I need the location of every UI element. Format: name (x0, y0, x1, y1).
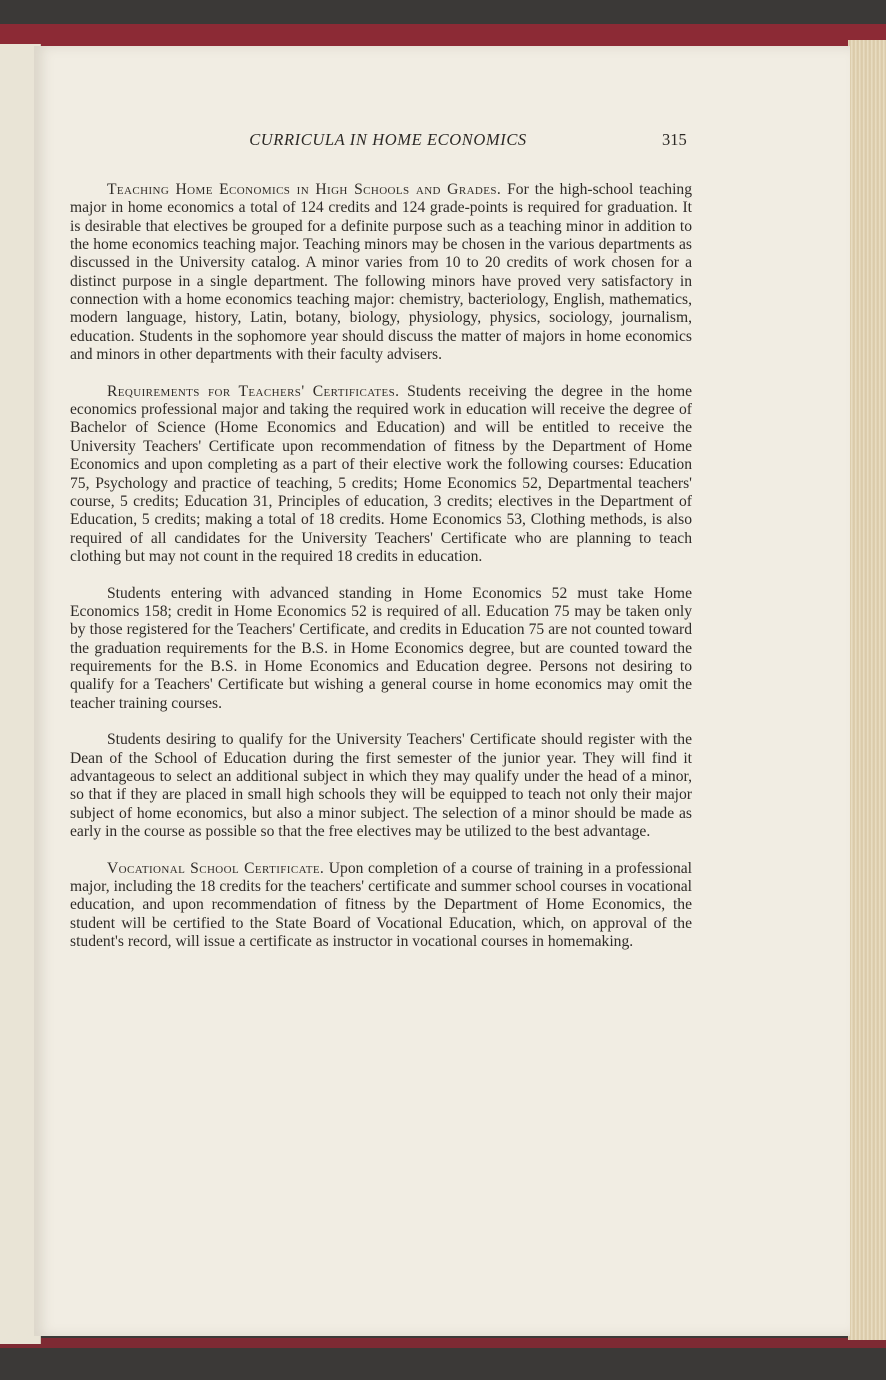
page-stack-edges (848, 40, 886, 1340)
paragraph-text: Upon completion of a course of training in a professional major, including the 18 credits for the teachers' certificate and summer school courses in vocational education, and upon recommendation of fitness by the Department of Home Economics, the student will be certified to the State Board of Vocational Education, which, on approval of the student's record, will issue a certificate as instructor in vocational courses in homemaking. (70, 859, 692, 951)
paragraph-text: Students receiving the degree in the home economics professional major and taking the required work in education will receive the degree of Bachelor of Science (Home Economics and Education) and will be entitled to receive the University Teachers' Certificate upon recommendation of fitness by the Department of Home Economics and upon completing as a part of their elective work the following courses: Education 75, Psychology and practice of teaching, 5 credits; Home Economics 52, Departmental teachers' course, 5 credits; Education 31, Principles of education, 3 credits; electives in the Department of Education, 5 credits; making a total of 18 credits. Home Economics 53, Clothing methods, is also required of all candidates for the University Teachers' Certificate who are planning to teach clothing but may not count in the required 18 credits in education. (70, 382, 692, 565)
paragraph-heading: Requirements for Teachers' Certificates. (107, 382, 400, 400)
paragraph-registration (70, 731, 692, 841)
paragraph-teaching-high-schools (70, 181, 692, 364)
paragraph-text: For the high-school teaching major in home economics a total of 124 credits and 124 grade-points is required for graduation. It is desirable that electives be grouped for a definite purpose such as a teaching minor in addition to the home economics teaching major. Teaching minors may be chosen in the various departments as discussed in the University catalog. A minor varies from 10 to 20 credits of work chosen for a distinct purpose in a single department. The following minors have proved very satisfactory in connection with a home economics teaching major: chemistry, bacteriology, English, mathematics, modern language, history, Latin, botany, biology, physiology, physics, sociology, journalism, education. Students in the sophomore year should discuss the matter of majors in home economics and minors in other departments with their faculty advisers. (70, 181, 693, 364)
paragraph-vocational-certificate (70, 860, 692, 952)
paragraph-heading: Teaching Home Economics in High Schools and Grades. (107, 181, 502, 198)
red-binding-bottom (0, 1338, 886, 1348)
page-body (70, 181, 692, 970)
paragraph-text: Students entering with advanced standing in Home Economics 52 must take Home Economics 158; credit in Home Economics 52 is required of all. Education 75 may be taken only by those registered for the Teachers' Certificate, and credits in Education 75 are not counted toward the graduation requirements for the B.S. in Home Economics degree, but are counted toward the requirements for the B.S. in Home Economics and Education degree. Persons not desiring to qualify for a Teachers' Certificate but wishing a general course in home economics may omit the teacher training courses. (70, 584, 692, 712)
running-head: CURRICULA IN HOME ECONOMICS (249, 130, 527, 149)
paragraph-heading: Vocational School Certificate. (107, 859, 325, 877)
paragraph-teachers-certificates (70, 383, 692, 566)
page-number: 315 (662, 130, 687, 149)
paragraph-text: Students desiring to qualify for the University Teachers' Certificate should register with the Dean of the School of Education during the first semester of the junior year. They will find it advantageous to select an additional subject in which they may qualify under the head of a minor, so that if they are placed in small high schools they will be equipped to teach not only their major subject of home economics, but also a minor subject. The selection of a minor should be made as early in the course as possible so that the free electives may be utilized to the best advantage. (70, 731, 692, 841)
paragraph-advanced-standing (70, 585, 692, 713)
